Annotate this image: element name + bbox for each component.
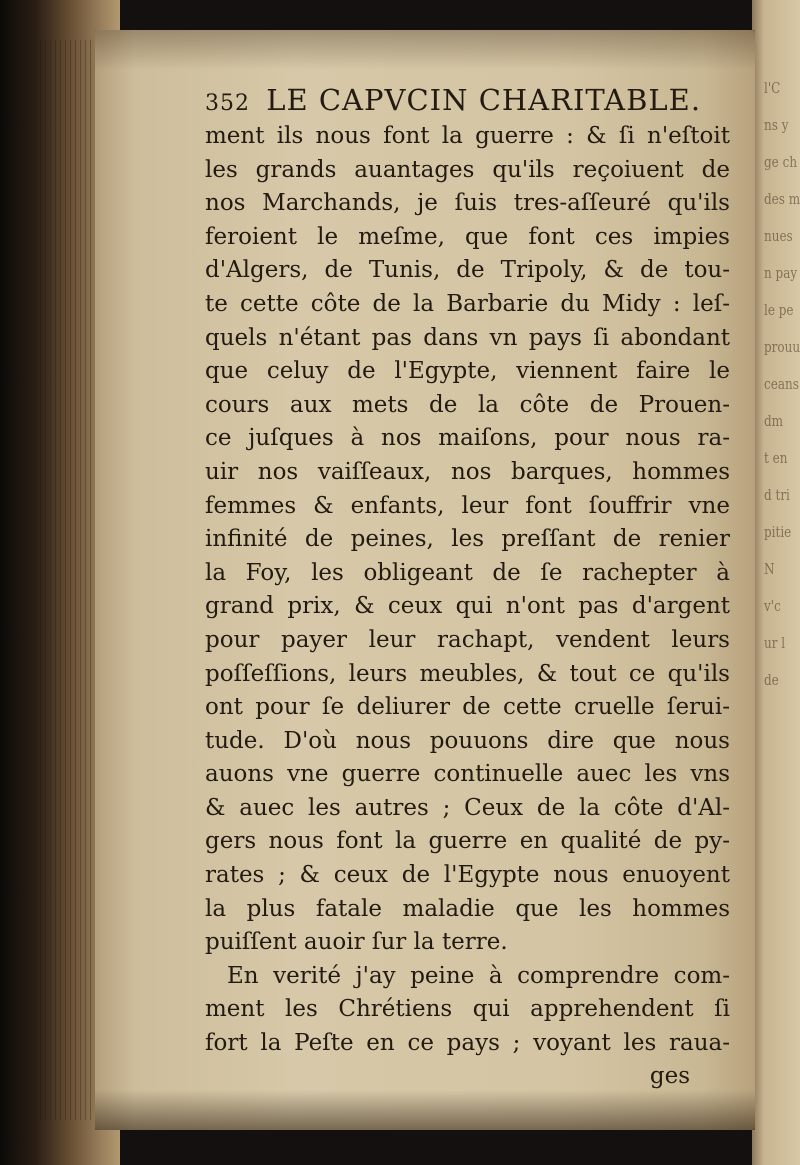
text-line: d'Algers, de Tunis, de Tripoly, & de tou- xyxy=(205,257,730,284)
page-shadow-bottom xyxy=(95,1090,755,1130)
text-line: ment ils nous font la guerre : & ſi n'eſtoit xyxy=(205,123,730,149)
text-line: les grands auantages qu'ils reçoiuent de xyxy=(205,156,730,183)
text-line: ce juſques à nos maiſons, pour nous ra- xyxy=(205,425,730,452)
facing-page-fragment: v'c xyxy=(764,597,781,615)
facing-page-fragment: nues xyxy=(764,227,793,245)
page-number: 352 xyxy=(205,91,250,116)
text-line: femmes & enfants, leur font ſouffrir vne xyxy=(205,492,730,519)
text-line: gers nous font la guerre en qualité de py- xyxy=(205,828,730,855)
facing-page-fragment: dm xyxy=(764,412,784,430)
facing-page-fragment: de xyxy=(764,671,779,689)
text-line: infinité de peines, les preſſant de renier xyxy=(205,526,730,553)
page-text xyxy=(205,82,730,1091)
facing-page-fragment: n pay xyxy=(764,264,798,282)
facing-page-fragment: N xyxy=(764,560,775,578)
text-line: fort la Peſte en ce pays ; voyant les raua- xyxy=(205,1030,730,1057)
text-line: ment les Chrétiens qui apprehendent ſi xyxy=(205,996,730,1023)
facing-page-text-fragments xyxy=(764,70,800,710)
text-line: tude. D'où nous pouuons dire que nous xyxy=(205,727,730,754)
text-line: auons vne guerre continuelle auec les vns xyxy=(205,761,730,788)
facing-page-fragment: ns y xyxy=(764,116,789,134)
text-line: quels n'étant pas dans vn pays ſi abondant xyxy=(205,324,730,351)
text-line: la plus fatale maladie que les hommes xyxy=(205,895,730,922)
text-line: que celuy de l'Egypte, viennent faire le xyxy=(205,358,730,385)
facing-page-fragment: ur l xyxy=(764,634,786,652)
text-line: & auec les autres ; Ceux de la côte d'Al- xyxy=(205,794,730,821)
facing-page-fragment: t en xyxy=(764,449,788,467)
facing-page-fragment: des m xyxy=(764,190,800,208)
facing-page-fragment: d tri xyxy=(764,486,790,504)
text-line: pour payer leur rachapt, vendent leurs xyxy=(205,626,730,653)
text-line: la Foy, les obligeant de ſe rachepter à xyxy=(205,559,730,586)
running-title: LE CAPVCIN CHARITABLE. xyxy=(266,83,702,117)
text-line: te cette côte de la Barbarie du Midy : leſ- xyxy=(205,290,730,317)
facing-page-fragment: ge ch xyxy=(764,153,798,171)
text-line: uir nos vaiſſeaux, nos barques, hommes xyxy=(205,458,730,485)
text-line: En verité j'ay peine à comprendre com- xyxy=(227,962,730,989)
facing-page-fragment: ceans xyxy=(764,375,799,393)
text-line: feroient le meſme, que font ces impies xyxy=(205,223,730,250)
page-shadow-top xyxy=(95,30,755,70)
facing-page-fragment: le pe xyxy=(764,301,794,319)
text-line: rates ; & ceux de l'Egypte nous enuoyent xyxy=(205,862,730,889)
text-line: cours aux mets de la côte de Prouen- xyxy=(205,391,730,418)
catchword: ges xyxy=(649,1062,690,1089)
facing-page-fragment: pitie xyxy=(764,523,792,541)
text-line: nos Marchands, je ſuis tres-aſſeuré qu'ils xyxy=(205,190,730,217)
running-header xyxy=(205,82,730,120)
facing-page-fragment: prouu xyxy=(764,338,800,356)
facing-page-fragment: l'C xyxy=(764,79,781,97)
text-line: puiſſent auoir ſur la terre. xyxy=(205,929,508,956)
text-line: poſſeſſions, leurs meubles, & tout ce qu'ils xyxy=(205,660,730,687)
text-line: grand prix, & ceux qui n'ont pas d'argent xyxy=(205,593,730,620)
text-line: ont pour ſe deliurer de cette cruelle ſerui- xyxy=(205,694,730,721)
